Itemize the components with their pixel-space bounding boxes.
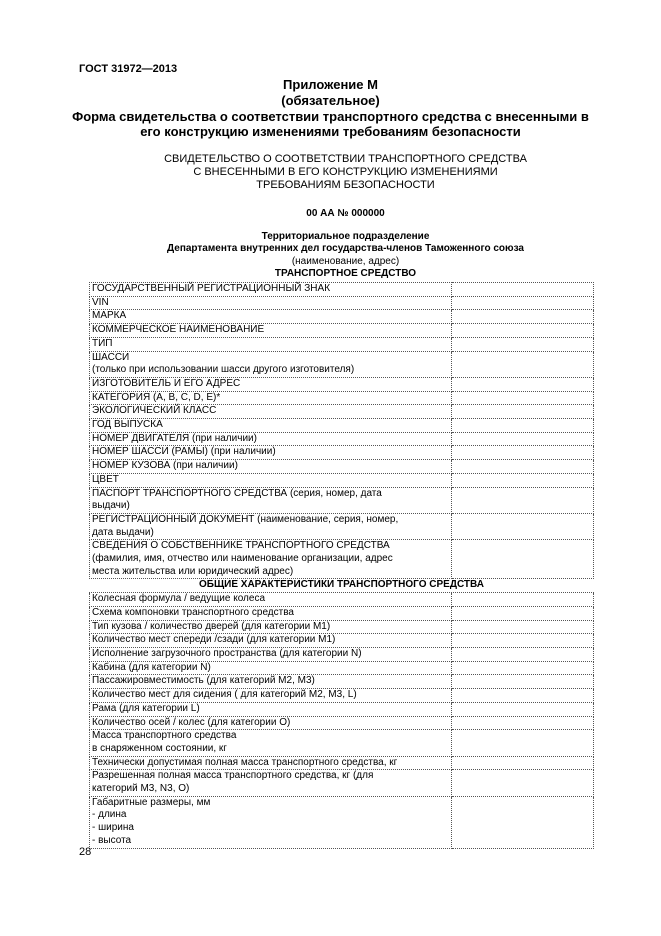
form-row <box>90 283 594 297</box>
form-row-value-cell[interactable] <box>452 377 594 391</box>
section-title-general: ОБЩИЕ ХАРАКТЕРИСТИКИ ТРАНСПОРТНОГО СРЕДСТВА <box>90 579 594 593</box>
form-row-value-cell[interactable] <box>452 310 594 324</box>
form-row-label-line: Количество мест для сидения ( для категорий М2, М3, L) <box>92 689 357 701</box>
form-row-label-line: выдачи) <box>92 500 130 512</box>
form-row-label <box>90 405 452 419</box>
form-row-label-line: НОМЕР ШАССИ (РАМЫ) (при наличии) <box>92 446 276 458</box>
form-row-label-line: НОМЕР ДВИГАТЕЛЯ (при наличии) <box>92 432 257 444</box>
form-row-label <box>90 296 452 310</box>
form-row <box>90 487 594 513</box>
certificate-title-line2: С ВНЕСЕННЫМИ В ЕГО КОНСТРУКЦИЮ ИЗМЕНЕНИЯМИ <box>193 166 498 178</box>
form-row <box>90 446 594 460</box>
form-row-label-line: ЦВЕТ <box>92 473 119 485</box>
form-row-value-cell[interactable] <box>452 296 594 310</box>
form-row-value-cell[interactable] <box>452 324 594 338</box>
form-row-value-cell[interactable] <box>452 634 594 648</box>
form-row-label <box>90 432 452 446</box>
form-row <box>90 513 594 539</box>
form-row-label <box>90 419 452 433</box>
form-row <box>90 689 594 703</box>
form-row-label-line: РЕГИСТРАЦИОННЫЙ ДОКУМЕНТ (наименование, серия, номер, <box>92 513 399 525</box>
authority-line2: Департамента внутренних дел государства-членов Таможенного союза <box>167 243 524 254</box>
form-row-label-line: Количество осей / колес (для категории О) <box>92 716 291 728</box>
form-row-value-cell[interactable] <box>452 796 594 848</box>
form-row-label-line: места жительства или юридический адрес) <box>92 565 294 577</box>
form-row-label <box>90 675 452 689</box>
form-row-label-line: дата выдачи) <box>92 526 154 538</box>
form-row-value-cell[interactable] <box>452 432 594 446</box>
form-row-label-line: КОММЕРЧЕСКОЕ НАИМЕНОВАНИЕ <box>92 324 265 336</box>
form-row-label-line: МАРКА <box>92 310 127 322</box>
form-row-label <box>90 756 452 770</box>
form-row-value-cell[interactable] <box>452 593 594 607</box>
form-row <box>90 419 594 433</box>
form-row-label <box>90 730 452 756</box>
form-row-label-line: Кабина (для категории N) <box>92 661 211 673</box>
form-row-label <box>90 647 452 661</box>
form-row <box>90 391 594 405</box>
form-row-value-cell[interactable] <box>452 770 594 796</box>
form-row-label <box>90 796 452 848</box>
form-row-label <box>90 634 452 648</box>
form-row-value-cell[interactable] <box>452 473 594 487</box>
form-row-label-line: Колесная формула / ведущие колеса <box>92 593 266 605</box>
form-row-label <box>90 770 452 796</box>
form-row <box>90 460 594 474</box>
form-row-label-line: Габаритные размеры, мм <box>92 796 211 808</box>
form-row <box>90 716 594 730</box>
form-row <box>90 756 594 770</box>
form-row-value-cell[interactable] <box>452 446 594 460</box>
form-row-label <box>90 473 452 487</box>
form-row <box>90 606 594 620</box>
form-row-label <box>90 487 452 513</box>
form-row-label-line: СВЕДЕНИЯ О СОБСТВЕННИКЕ ТРАНСПОРТНОГО СРЕДСТВА <box>92 540 390 552</box>
form-row-value-cell[interactable] <box>452 730 594 756</box>
form-row-label-line: Рама (для категории L) <box>92 702 200 714</box>
section-header-row <box>90 579 594 593</box>
form-row-label-line: категорий М3, N3, О) <box>92 783 190 795</box>
form-row <box>90 337 594 351</box>
form-row <box>90 473 594 487</box>
form-row <box>90 432 594 446</box>
annex-title: Приложение М <box>283 77 378 92</box>
form-row-value-cell[interactable] <box>452 487 594 513</box>
form-row <box>90 296 594 310</box>
annex-name-line1: Форма свидетельства о соответствии транспортного средства с внесенными в <box>72 109 589 124</box>
certificate-form-table <box>89 282 594 849</box>
form-row <box>90 661 594 675</box>
form-row-label-line: ТИП <box>92 337 113 349</box>
form-row-label <box>90 716 452 730</box>
form-row-label-line: в снаряженном состоянии, кг <box>92 742 227 754</box>
form-row <box>90 730 594 756</box>
form-row-label-line: Разрешенная полная масса транспортного средства, кг (для <box>92 770 374 782</box>
form-row-value-cell[interactable] <box>452 283 594 297</box>
form-row-label-line: Схема компоновки транспортного средства <box>92 606 294 618</box>
form-row-label <box>90 337 452 351</box>
form-row-label <box>90 606 452 620</box>
form-row-label-line: - высота <box>92 834 132 846</box>
form-row-value-cell[interactable] <box>452 337 594 351</box>
form-row <box>90 540 594 579</box>
form-row-label <box>90 540 452 579</box>
form-row <box>90 620 594 634</box>
form-row-label-line: ГОД ВЫПУСКА <box>92 419 163 431</box>
form-row <box>90 647 594 661</box>
annex-name-line2: его конструкцию изменениями требованиям безопасности <box>140 124 521 139</box>
authority-note: (наименование, адрес) <box>291 256 400 267</box>
form-row <box>90 351 594 377</box>
form-row-value-cell[interactable] <box>452 675 594 689</box>
form-row-value-cell[interactable] <box>452 647 594 661</box>
form-row-label-line: Количество мест спереди /сзади (для категории М1) <box>92 634 336 646</box>
form-row-label-line: КАТЕГОРИЯ (А, В, С, D, Е)* <box>92 391 221 403</box>
form-row <box>90 405 594 419</box>
annex-status: (обязательное) <box>281 93 380 108</box>
form-row-label-line: ШАССИ <box>92 351 130 363</box>
form-row-label-line: Масса транспортного средства <box>92 730 237 742</box>
form-row-label-line: (фамилия, имя, отчество или наименование организации, адрес <box>92 553 393 565</box>
form-row-label-line: ПАСПОРТ ТРАНСПОРТНОГО СРЕДСТВА (серия, номер, дата <box>92 487 382 499</box>
form-row-label-line: ИЗГОТОВИТЕЛЬ И ЕГО АДРЕС <box>92 377 241 389</box>
form-row-label <box>90 661 452 675</box>
form-row-value-cell[interactable] <box>452 661 594 675</box>
form-row-label-line: - ширина <box>92 822 134 834</box>
form-row-label <box>90 391 452 405</box>
certificate-title-line3: ТРЕБОВАНИЯМ БЕЗОПАСНОСТИ <box>256 179 435 191</box>
form-row-value-cell[interactable] <box>452 460 594 474</box>
form-row-value-cell[interactable] <box>452 756 594 770</box>
form-row <box>90 377 594 391</box>
form-row-label-line: Тип кузова / количество дверей (для категории М1) <box>92 620 331 632</box>
form-row-label-line: Исполнение загрузочного пространства (для категории N) <box>92 647 362 659</box>
standard-number: ГОСТ 31972—2013 <box>79 63 178 75</box>
form-row-label <box>90 702 452 716</box>
form-row-label <box>90 446 452 460</box>
form-row-label-line: Пассажировместимость (для категорий М2, М3) <box>92 675 315 687</box>
form-row-label-line: ГОСУДАРСТВЕННЫЙ РЕГИСТРАЦИОННЫЙ ЗНАК <box>92 283 331 294</box>
form-row-value-cell[interactable] <box>452 540 594 579</box>
form-row-label <box>90 513 452 539</box>
form-row <box>90 702 594 716</box>
form-row-label-line: - длина <box>92 809 127 821</box>
form-row-label-line: (только при использовании шасси другого изготовителя) <box>92 364 355 376</box>
authority-line1: Территориальное подразделение <box>261 231 430 242</box>
form-row-label-line: ЭКОЛОГИЧЕСКИЙ КЛАСС <box>92 405 217 417</box>
form-row-value-cell[interactable] <box>452 513 594 539</box>
form-row-label <box>90 283 452 297</box>
certificate-number: 00 АА № 000000 <box>306 208 385 219</box>
form-row <box>90 770 594 796</box>
form-row <box>90 310 594 324</box>
form-row <box>90 324 594 338</box>
form-row-value-cell[interactable] <box>452 620 594 634</box>
form-row-value-cell[interactable] <box>452 391 594 405</box>
form-row-value-cell[interactable] <box>452 689 594 703</box>
form-row <box>90 634 594 648</box>
form-row-value-cell[interactable] <box>452 716 594 730</box>
form-row <box>90 796 594 848</box>
form-row-label <box>90 689 452 703</box>
form-row-value-cell[interactable] <box>452 606 594 620</box>
form-row-label <box>90 310 452 324</box>
form-row-value-cell[interactable] <box>452 419 594 433</box>
form-row-label <box>90 351 452 377</box>
form-row-label <box>90 324 452 338</box>
form-row-label <box>90 460 452 474</box>
section-title-vehicle: ТРАНСПОРТНОЕ СРЕДСТВО <box>274 268 417 279</box>
form-row-label-line: VIN <box>92 296 109 308</box>
form-row-label <box>90 593 452 607</box>
form-row <box>90 675 594 689</box>
form-row-label <box>90 377 452 391</box>
form-row-value-cell[interactable] <box>452 351 594 377</box>
form-row-label-line: Технически допустимая полная масса транспортного средства, кг <box>92 756 398 768</box>
form-row-value-cell[interactable] <box>452 405 594 419</box>
certificate-title-line1: СВИДЕТЕЛЬСТВО О СООТВЕТСТВИИ ТРАНСПОРТНОГО СРЕДСТВА <box>164 153 527 165</box>
page-number: 28 <box>79 846 92 858</box>
form-row <box>90 593 594 607</box>
form-row-label-line: НОМЕР КУЗОВА (при наличии) <box>92 460 238 472</box>
form-row-label <box>90 620 452 634</box>
form-row-value-cell[interactable] <box>452 702 594 716</box>
